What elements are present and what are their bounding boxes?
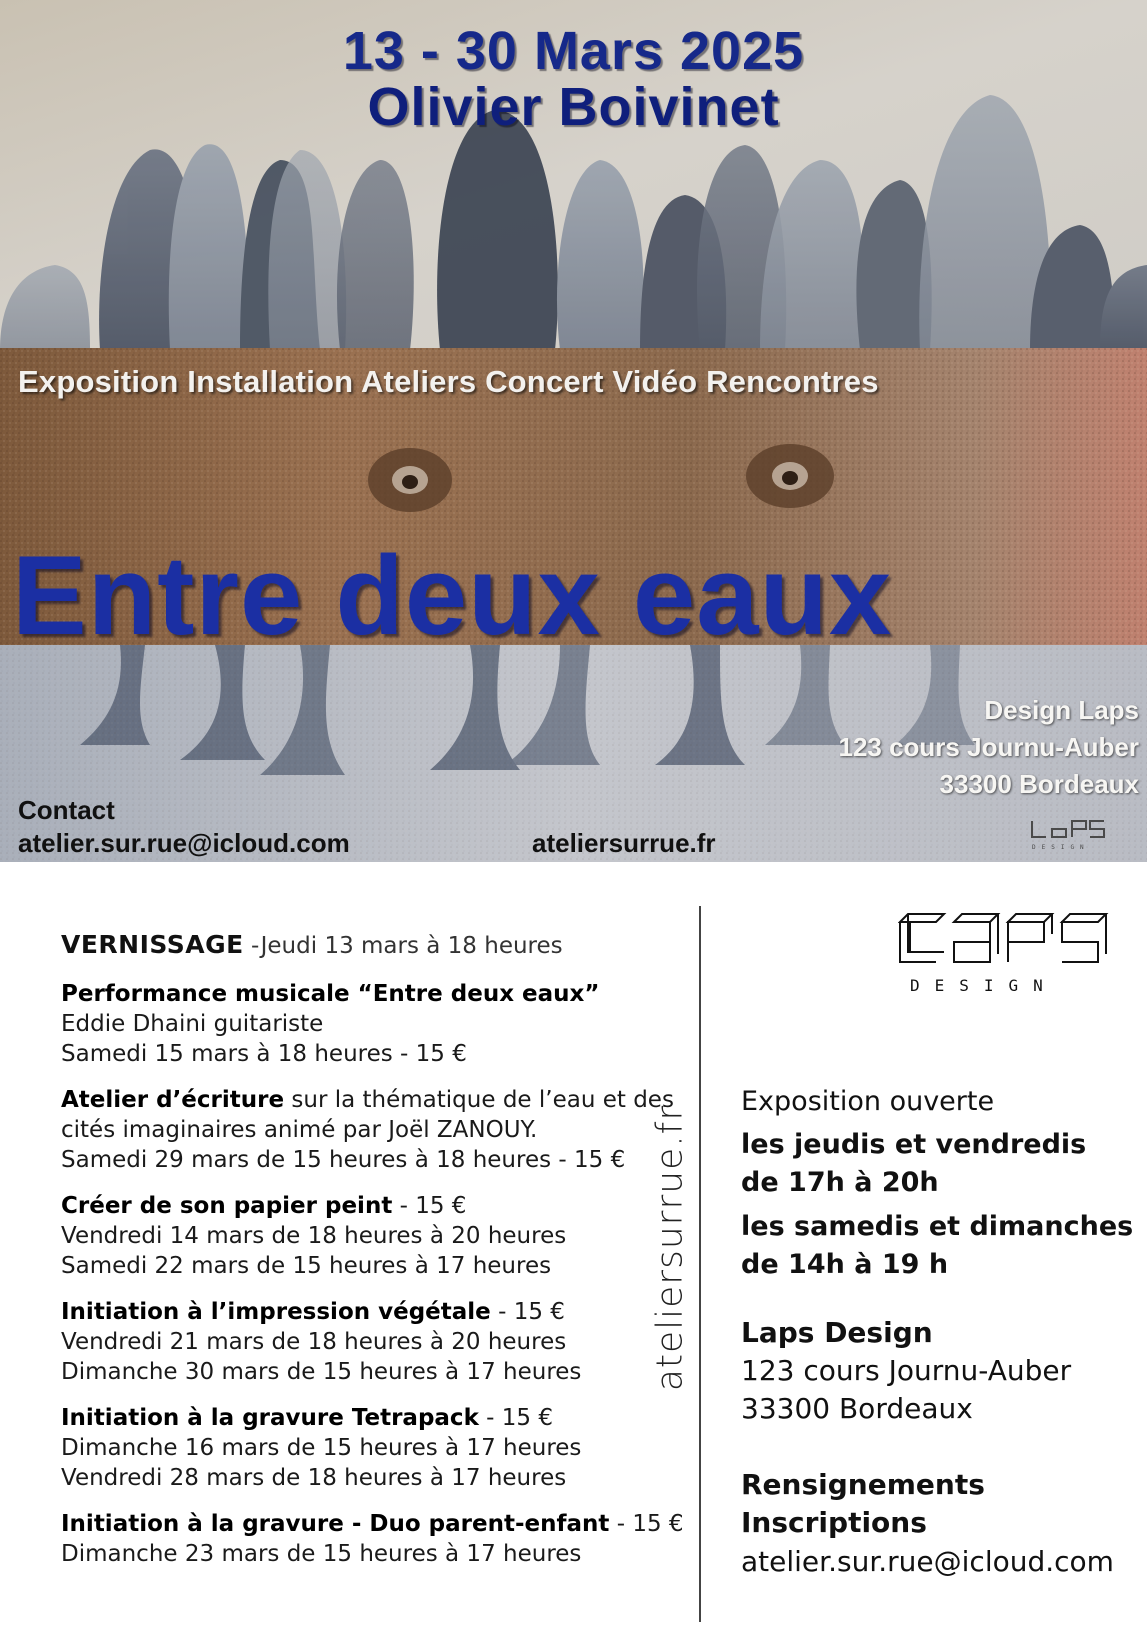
- opening-hours-weekdays-time: de 17h à 20h: [741, 1167, 939, 1198]
- laps-logo-design-word: DESIGN: [910, 976, 1058, 995]
- vernissage-label: VERNISSAGE: [61, 930, 244, 959]
- program-item-title: Atelier d’écriture: [61, 1087, 285, 1113]
- info-column: [741, 1084, 1134, 1582]
- program-item: [61, 1509, 684, 1569]
- program-item-title: Initiation à l’impression végétale: [61, 1299, 491, 1325]
- vertical-website-label[interactable]: ateliersurrue.fr: [649, 1104, 691, 1392]
- program-item-line: Eddie Dhaini guitariste: [61, 1011, 324, 1037]
- program-item-line: Vendredi 28 mars de 18 heures à 17 heures: [61, 1465, 567, 1491]
- info-email-link[interactable]: atelier.sur.rue@icloud.com: [741, 1545, 1114, 1578]
- program-item-line: Samedi 22 mars de 15 heures à 17 heures: [61, 1253, 552, 1279]
- program-item-line: Dimanche 23 mars de 15 heures à 17 heures: [61, 1541, 582, 1567]
- poster-venue-name: Design Laps: [984, 695, 1139, 725]
- laps-logo-mark: [898, 912, 1110, 972]
- program-item-title: Initiation à la gravure - Duo parent-enfant: [61, 1511, 610, 1537]
- poster-venue-street: 123 cours Journu-Auber: [838, 732, 1139, 762]
- program-item-line: Dimanche 16 mars de 15 heures à 17 heures: [61, 1435, 582, 1461]
- vernissage-line: [61, 930, 621, 961]
- exhibition-dates: 13 - 30 Mars 2025: [342, 21, 805, 81]
- program-item-suffix: sur la thématique de l’eau et des: [284, 1087, 674, 1113]
- opening-hours-weekend-time: de 14h à 19 h: [741, 1249, 949, 1280]
- program-item-title: Performance musicale “Entre deux eaux”: [61, 981, 600, 1007]
- contact-label: Contact: [18, 795, 115, 825]
- program-item: [61, 1297, 621, 1387]
- vernissage-detail: -Jeudi 13 mars à 18 heures: [251, 933, 563, 959]
- program-item-line: cités imaginaires animé par Joël ZANOUY.: [61, 1117, 538, 1143]
- venue-name: Laps Design: [741, 1316, 933, 1349]
- poster-venue-city: 33300 Bordeaux: [939, 769, 1139, 799]
- opening-title: Exposition ouverte: [741, 1086, 995, 1117]
- program-item-suffix: - 15 €: [490, 1299, 565, 1325]
- program-item-title: Initiation à la gravure Tetrapack: [61, 1405, 479, 1431]
- opening-hours-weekend: les samedis et dimanches: [741, 1211, 1134, 1242]
- activities-list: Exposition Installation Ateliers Concert Vidéo Rencontres: [18, 364, 879, 399]
- program-item-suffix: - 15 €: [392, 1193, 467, 1219]
- program-item: [61, 979, 621, 1069]
- program-item-line: Vendredi 21 mars de 18 heures à 20 heures: [61, 1329, 567, 1355]
- program-item-suffix: - 15 €: [478, 1405, 554, 1431]
- artist-name: Olivier Boivinet: [367, 77, 780, 137]
- program-item-line: Dimanche 30 mars de 15 heures à 17 heures: [61, 1359, 582, 1385]
- program-item-line: Samedi 29 mars de 15 heures à 18 heures - 15 €: [61, 1147, 626, 1173]
- svg-text:DESIGN: DESIGN: [1032, 844, 1090, 851]
- laps-design-logo: [898, 912, 1110, 1002]
- exhibition-title: Entre deux eaux: [12, 533, 893, 658]
- venue-street: 123 cours Journu-Auber: [741, 1354, 1072, 1387]
- contact-email-link[interactable]: atelier.sur.rue@icloud.com: [18, 828, 350, 858]
- program-item-line: Vendredi 14 mars de 18 heures à 20 heures: [61, 1223, 567, 1249]
- column-divider: [699, 906, 701, 1622]
- info-heading-inscriptions: Inscriptions: [741, 1506, 927, 1539]
- program-item-title: Créer de son papier peint: [61, 1193, 393, 1219]
- program-item: [61, 1191, 621, 1281]
- program-item: [61, 1085, 674, 1175]
- info-heading-renseignements: Rensignements: [741, 1468, 985, 1501]
- vertical-website-text: [640, 1104, 700, 1392]
- laps-mini-logo: [1028, 817, 1108, 853]
- venue-city: 33300 Bordeaux: [741, 1392, 973, 1425]
- opening-hours-weekdays: les jeudis et vendredis: [741, 1129, 1087, 1160]
- program-item-suffix: - 15 €: [609, 1511, 684, 1537]
- website-link[interactable]: ateliersurrue.fr: [532, 828, 716, 858]
- program-item-line: Samedi 15 mars à 18 heures - 15 €: [61, 1041, 467, 1067]
- program-item: [61, 1403, 621, 1493]
